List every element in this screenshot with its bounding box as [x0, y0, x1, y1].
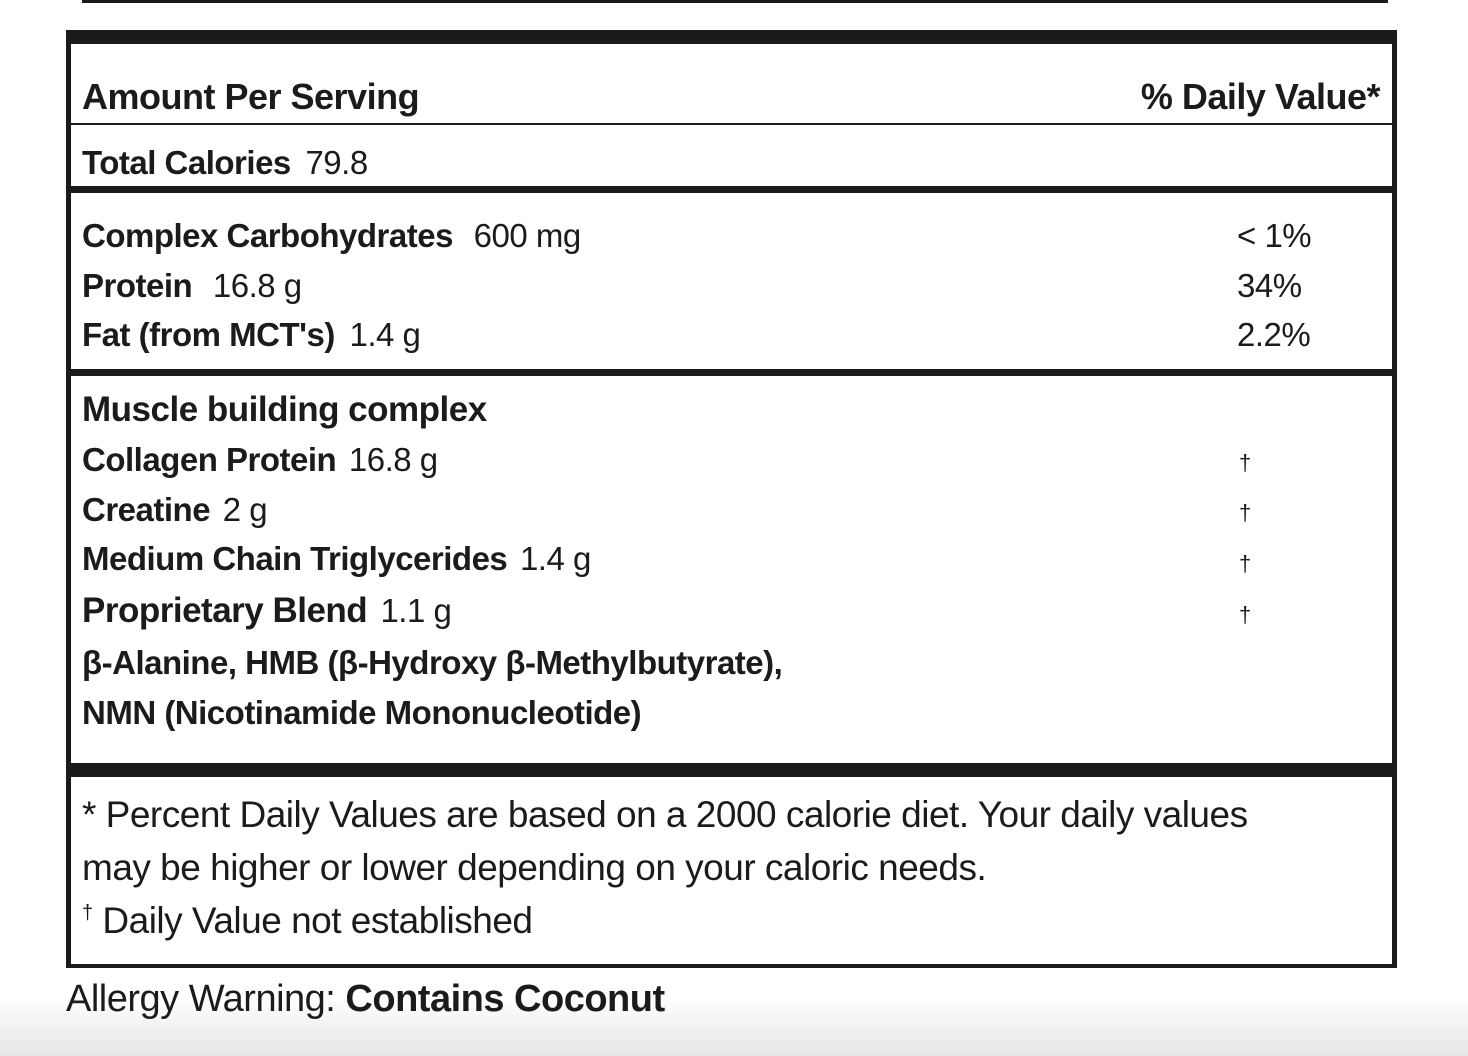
dagger-symbol: †: [82, 902, 93, 924]
dagger-mark: †: [1239, 602, 1251, 627]
complex-item: [82, 441, 438, 479]
nutrient-amount: 600 mg: [473, 217, 581, 254]
ingredient-name: Collagen Protein: [82, 441, 337, 478]
allergy-warning: [66, 978, 665, 1021]
ingredient-name: Proprietary Blend: [82, 591, 368, 630]
ingredient-name: Creatine: [82, 491, 211, 528]
nutrient-dv: < 1%: [1237, 217, 1312, 254]
amount-per-serving-heading: Amount Per Serving: [82, 76, 420, 117]
ingredient-amount: 16.8 g: [348, 441, 438, 478]
macros-rule: [71, 369, 1392, 376]
calories-label: Total Calories: [82, 144, 291, 181]
complex-title: Muscle building complex: [82, 390, 487, 429]
nutrient-dv: 2.2%: [1237, 316, 1311, 353]
nutrient-amount: 1.4 g: [349, 316, 421, 353]
nutrient-name: Complex Carbohydrates: [82, 217, 453, 254]
ingredient-name: Medium Chain Triglycerides: [82, 540, 508, 577]
nutrient-row-protein: [82, 267, 302, 305]
nutrient-row-fat: [82, 316, 420, 354]
nutrient-row-carbohydrates: [82, 217, 581, 255]
footnote-line: * Percent Daily Values are based on a 2000 calorie diet. Your daily values: [82, 794, 1248, 835]
nutrient-amount: 16.8 g: [212, 267, 302, 304]
nutrient-name: Fat (from MCT's): [82, 316, 335, 353]
calories-row: [82, 144, 368, 182]
dagger-mark: †: [1239, 450, 1251, 475]
complex-item: [82, 591, 451, 631]
dagger-footnote-text: Daily Value not established: [102, 900, 533, 941]
nutrient-name: Protein: [82, 267, 193, 304]
blend-ingredients-line: β-Alanine, HMB (β-Hydroxy β-Methylbutyrate),: [82, 644, 783, 681]
complex-thick-rule: [71, 763, 1392, 777]
footnote-line: may be higher or lower depending on your caloric needs.: [82, 847, 987, 888]
ingredient-amount: 1.4 g: [519, 540, 591, 577]
blend-ingredients-line: NMN (Nicotinamide Mononucleotide): [82, 694, 642, 731]
ingredient-amount: 2 g: [222, 491, 268, 528]
nutrition-facts-panel: [66, 30, 1397, 968]
allergy-label: Allergy Warning:: [66, 978, 336, 1020]
daily-value-heading: % Daily Value*: [1140, 76, 1380, 117]
ingredient-amount: 1.1 g: [380, 592, 452, 629]
top-rule: [82, 0, 1388, 3]
calories-value: 79.8: [305, 144, 368, 181]
complex-item: [82, 540, 591, 578]
calories-rule: [71, 186, 1392, 193]
nutrient-dv: 34%: [1237, 267, 1302, 304]
complex-item: [82, 491, 267, 529]
top-thick-bar: [71, 30, 1392, 44]
dagger-mark: †: [1239, 551, 1251, 576]
allergy-value: Contains Coconut: [345, 978, 665, 1020]
dagger-footnote: [82, 900, 533, 942]
header-rule: [71, 123, 1392, 125]
dagger-mark: †: [1239, 500, 1251, 525]
